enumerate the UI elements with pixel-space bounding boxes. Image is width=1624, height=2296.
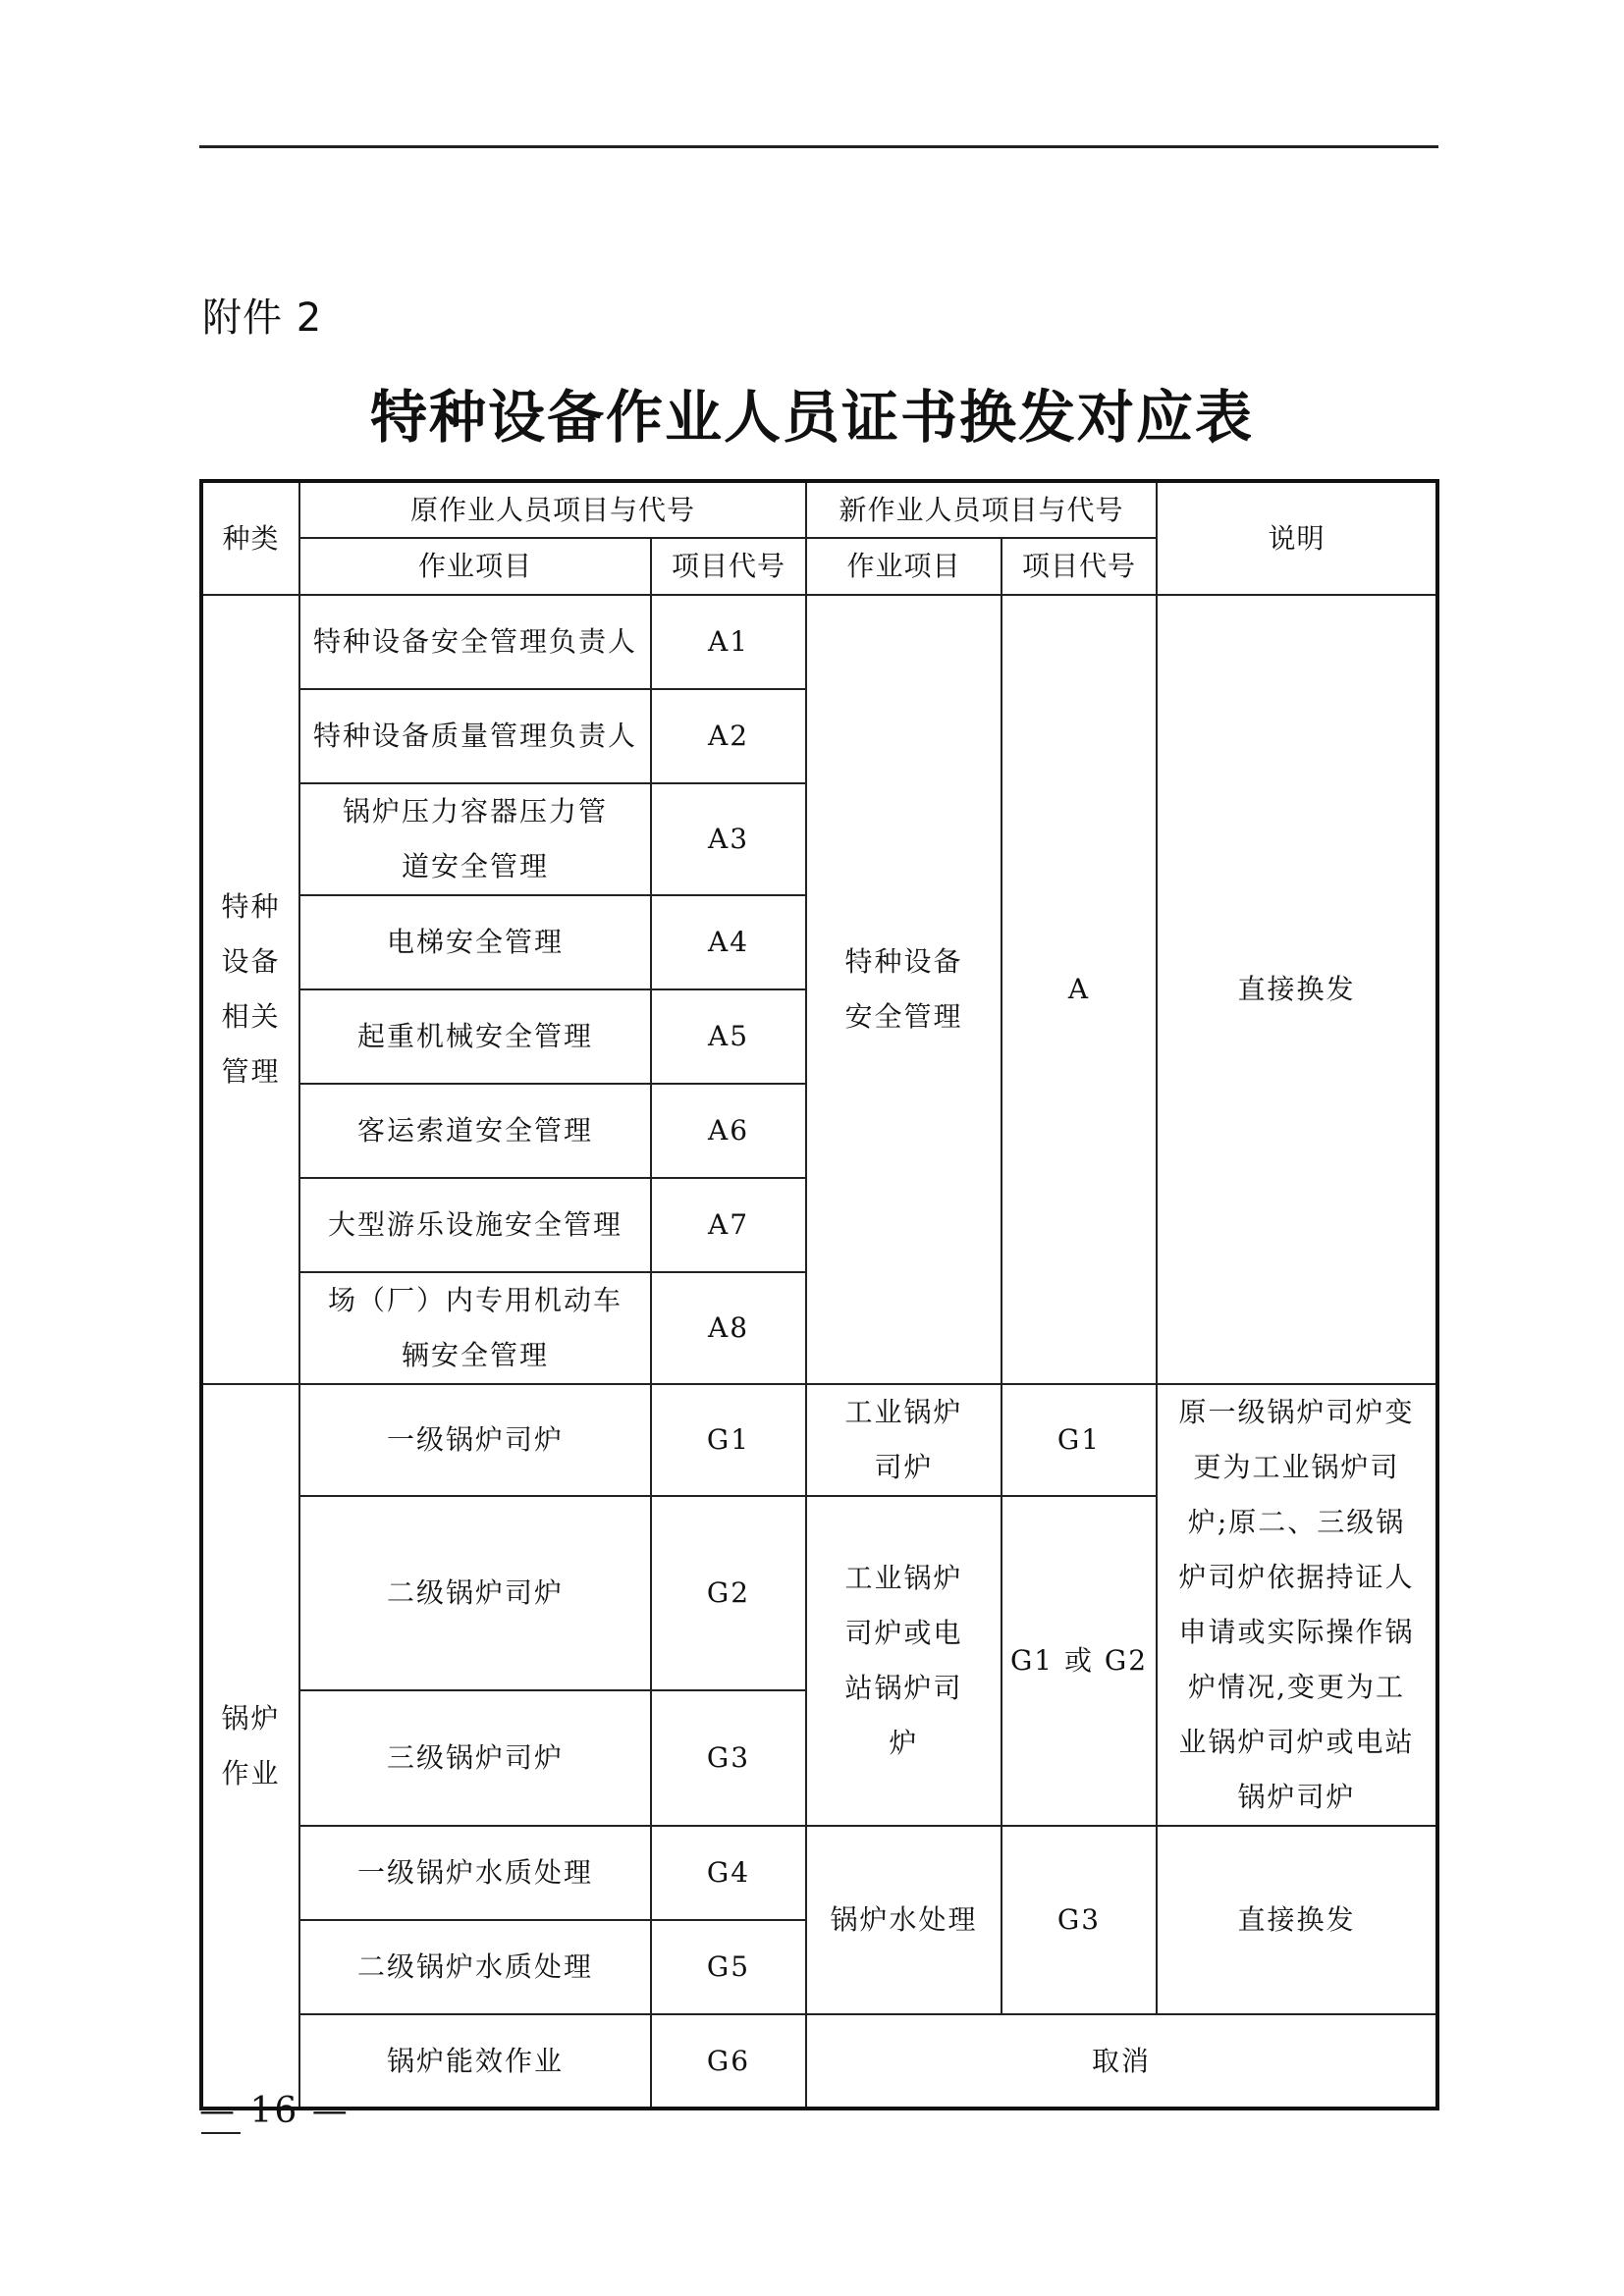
remark-cell: 直接换发 bbox=[1157, 595, 1437, 1384]
item-cell: 二级锅炉水质处理 bbox=[299, 1920, 651, 2014]
new-item-cell: 工业锅炉司炉或电站锅炉司炉 bbox=[806, 1496, 1001, 1826]
code-cell: A5 bbox=[651, 989, 806, 1084]
new-code-cell: G1 bbox=[1001, 1384, 1157, 1496]
code-cell: A1 bbox=[651, 595, 806, 689]
header-new-item: 作业项目 bbox=[806, 538, 1001, 595]
code-cell: A8 bbox=[651, 1272, 806, 1384]
header-remarks: 说明 bbox=[1157, 481, 1437, 595]
code-cell: A6 bbox=[651, 1084, 806, 1178]
code-cell: G5 bbox=[651, 1920, 806, 2014]
item-cell: 锅炉压力容器压力管道安全管理 bbox=[299, 783, 651, 895]
category-cell: 特种设备相关管理 bbox=[201, 595, 299, 1384]
item-cell: 特种设备质量管理负责人 bbox=[299, 689, 651, 783]
code-cell: G6 bbox=[651, 2014, 806, 2109]
table-row bbox=[201, 1384, 1437, 1496]
code-cell: G1 bbox=[651, 1384, 806, 1496]
table-row bbox=[201, 2014, 1437, 2109]
remark-cell: 直接换发 bbox=[1157, 1826, 1437, 2014]
item-cell: 锅炉能效作业 bbox=[299, 2014, 651, 2109]
item-cell: 特种设备安全管理负责人 bbox=[299, 595, 651, 689]
remark-cell: 原一级锅炉司炉变更为工业锅炉司炉;原二、三级锅炉司炉依据持证人申请或实际操作锅炉情况,变更为工业锅炉司炉或电站锅炉司炉 bbox=[1157, 1384, 1437, 1826]
attachment-label: 附件 2 bbox=[202, 295, 323, 341]
item-cell: 电梯安全管理 bbox=[299, 895, 651, 989]
new-code-cell: A bbox=[1001, 595, 1157, 1384]
code-cell: A4 bbox=[651, 895, 806, 989]
new-code-cell: G1 或 G2 bbox=[1001, 1496, 1157, 1826]
header-new-group: 新作业人员项目与代号 bbox=[806, 481, 1157, 538]
new-code-cell: G3 bbox=[1001, 1826, 1157, 2014]
code-cell: G2 bbox=[651, 1496, 806, 1690]
code-cell: A7 bbox=[651, 1178, 806, 1272]
top-rule bbox=[199, 145, 1438, 148]
new-item-cell: 锅炉水处理 bbox=[806, 1826, 1001, 2014]
header-original-item: 作业项目 bbox=[299, 538, 651, 595]
new-item-cell: 工业锅炉司炉 bbox=[806, 1384, 1001, 1496]
page-number: — 16 — bbox=[199, 2091, 350, 2131]
code-cell: G4 bbox=[651, 1826, 806, 1920]
header-original-code: 项目代号 bbox=[651, 538, 806, 595]
item-cell: 场（厂）内专用机动车辆安全管理 bbox=[299, 1272, 651, 1384]
footer-rule bbox=[201, 2132, 241, 2134]
new-item-cell: 特种设备安全管理 bbox=[806, 595, 1001, 1384]
page-title: 特种设备作业人员证书换发对应表 bbox=[369, 384, 1254, 451]
item-cell: 一级锅炉水质处理 bbox=[299, 1826, 651, 1920]
table-row bbox=[201, 595, 1437, 689]
item-cell: 二级锅炉司炉 bbox=[299, 1496, 651, 1690]
item-cell: 大型游乐设施安全管理 bbox=[299, 1178, 651, 1272]
header-original-group: 原作业人员项目与代号 bbox=[299, 481, 806, 538]
item-cell: 一级锅炉司炉 bbox=[299, 1384, 651, 1496]
code-cell: A3 bbox=[651, 783, 806, 895]
code-cell: G3 bbox=[651, 1690, 806, 1826]
conversion-table bbox=[199, 479, 1439, 2110]
item-cell: 起重机械安全管理 bbox=[299, 989, 651, 1084]
code-cell: A2 bbox=[651, 689, 806, 783]
header-category: 种类 bbox=[201, 481, 299, 595]
cancel-cell: 取消 bbox=[806, 2014, 1437, 2109]
table-row bbox=[201, 1826, 1437, 1920]
item-cell: 客运索道安全管理 bbox=[299, 1084, 651, 1178]
header-row-1 bbox=[201, 481, 1437, 538]
item-cell: 三级锅炉司炉 bbox=[299, 1690, 651, 1826]
category-cell: 锅炉作业 bbox=[201, 1384, 299, 2109]
header-new-code: 项目代号 bbox=[1001, 538, 1157, 595]
